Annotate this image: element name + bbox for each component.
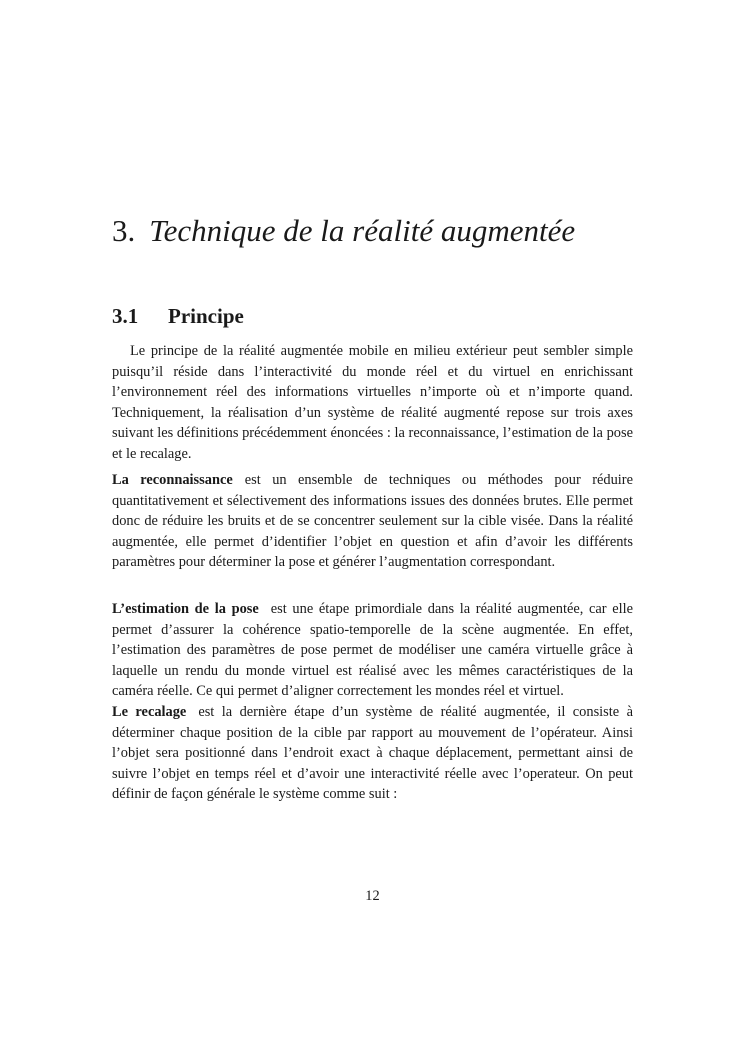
paragraph-intro: Le principe de la réalité augmentée mobile en milieu extérieur peut sembler simple puisqu’il réside dans l’interactivité du monde réel et du virtuel en enrichissant l’environnement réel des informations virtuelles n’importe où et n’importe quand. Techniquement, la réalisation d’un système de réalité augmenté repose sur trois axes suivant les définitions précédemment énoncées : la reconnaissance, l’estimation de la pose et le recalage.	[112, 343, 633, 462]
text-reconnaissance: est un ensemble de techniques ou méthodes pour réduire quantitativement et sélectivement des informations issues des données brutes. Elle permet donc de réduire les bruits et de se concentrer seulement sur la cible visée. Dans la réalité augmentée, elle permet d’identifier l’objet en question et afin d’avoir les différents paramètres pour déterminer la pose et générer l’augmentation correspondant.	[112, 472, 633, 571]
text-recalage: est la dernière étape d’un système de réalité augmentée, il consiste à déterminer chaque position de la cible par rapport au mouvement de l’opérateur. Ainsi l’objet sera positionné dans l’endroit exact à chaque déplacement, permettant ainsi de suivre l’objet en temps réel et d’avoir une interactivité réelle avec l’operateur. On peut définir de façon générale le système comme suit :	[112, 704, 633, 803]
chapter-number: 3.	[112, 213, 136, 248]
paragraph-reconnaissance	[112, 470, 633, 573]
chapter-title-text: Technique de la réalité augmentée	[149, 213, 576, 248]
section-title-text: Principe	[168, 304, 244, 328]
term-reconnaissance: La reconnaissance	[112, 472, 233, 488]
paragraph-pose	[112, 599, 633, 702]
paragraph-recalage	[112, 702, 633, 805]
section-number: 3.1	[112, 304, 139, 328]
text-pose: est une étape primordiale dans la réalité augmentée, car elle permet d’assurer la cohérence spatio-temporelle de la scène augmentée. En effet, l’estimation des paramètres de pose permet de modéliser une caméra virtuelle grâce à laquelle un rendu du monde virtuel est réalisé avec les mêmes caractéristiques de la caméra réelle. Ce qui permet d’aligner correctement les mondes réel et virtuel.	[112, 601, 633, 700]
term-pose: L’estimation de la pose	[112, 601, 259, 617]
chapter-title	[112, 211, 672, 251]
term-recalage: Le recalage	[112, 704, 187, 720]
section-title	[112, 302, 244, 330]
page-number: 12	[365, 888, 380, 904]
